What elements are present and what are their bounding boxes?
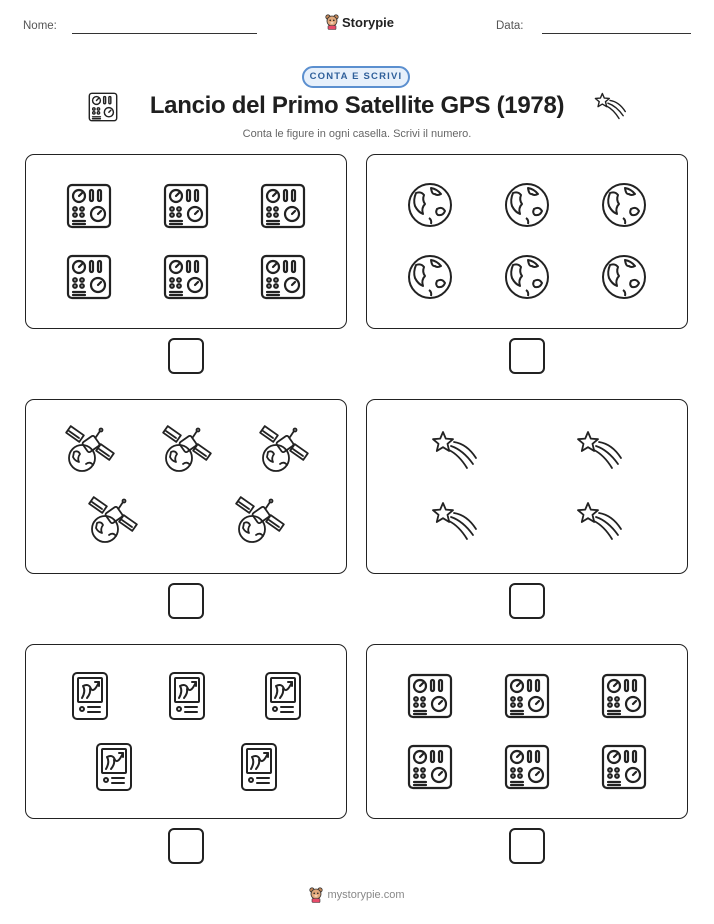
- earth-globe-icon: [506, 256, 548, 298]
- count-panel-2: [366, 154, 688, 329]
- count-panel-6: [366, 644, 688, 819]
- control-panel-icon: [506, 746, 548, 788]
- satellite-earth-icon: [89, 497, 137, 542]
- earth-globe-icon: [409, 256, 451, 298]
- bear-mascot-icon: [325, 14, 339, 30]
- count-panel-1: [25, 154, 347, 329]
- earth-globe-icon: [409, 184, 451, 226]
- name-label: Nome:: [23, 20, 57, 32]
- date-line[interactable]: [542, 33, 691, 34]
- control-panel-icon: [165, 185, 207, 227]
- brand-name: Storypie: [342, 14, 395, 30]
- control-panel-icon: [603, 746, 645, 788]
- control-panel-icon: [262, 256, 304, 298]
- control-panel-icon: [165, 256, 207, 298]
- footer-url[interactable]: mystorypie.com: [327, 889, 405, 901]
- activity-badge: CONTA E SCRIVI: [302, 66, 410, 88]
- answer-box-2[interactable]: [509, 338, 545, 374]
- gps-map-device-icon: [242, 744, 276, 790]
- control-panel-icon: [262, 185, 304, 227]
- control-panel-icon: [603, 675, 645, 717]
- gps-map-device-icon: [266, 673, 300, 719]
- date-label: Data:: [496, 20, 524, 32]
- answer-box-6[interactable]: [509, 828, 545, 864]
- satellite-earth-icon: [260, 426, 308, 471]
- satellite-earth-icon: [66, 426, 114, 471]
- control-panel-icon: [409, 746, 451, 788]
- count-panel-3: [25, 399, 347, 574]
- shooting-star-icon: [594, 92, 626, 120]
- control-panel-icon: [68, 185, 110, 227]
- satellite-earth-icon: [163, 426, 211, 471]
- name-line[interactable]: [72, 33, 257, 34]
- worksheet-subtitle: Conta le figure in ogni casella. Scrivi il numero.: [242, 128, 472, 140]
- answer-box-4[interactable]: [509, 583, 545, 619]
- worksheet-title: Lancio del Primo Satellite GPS (1978): [149, 92, 565, 119]
- shooting-star-icon: [433, 432, 476, 468]
- shooting-star-icon: [578, 432, 621, 468]
- earth-globe-icon: [603, 184, 645, 226]
- control-panel-icon: [506, 675, 548, 717]
- answer-box-3[interactable]: [168, 583, 204, 619]
- footer: [0, 887, 714, 903]
- bear-mascot-icon: [309, 887, 323, 903]
- earth-globe-icon: [603, 256, 645, 298]
- earth-globe-icon: [506, 184, 548, 226]
- answer-box-5[interactable]: [168, 828, 204, 864]
- satellite-earth-icon: [236, 497, 284, 542]
- answer-box-1[interactable]: [168, 338, 204, 374]
- brand-logo: [325, 14, 394, 30]
- gps-map-device-icon: [170, 673, 204, 719]
- gps-map-device-icon: [73, 673, 107, 719]
- control-panel-icon: [409, 675, 451, 717]
- control-panel-icon: [68, 256, 110, 298]
- count-panel-5: [25, 644, 347, 819]
- count-panel-4: [366, 399, 688, 574]
- shooting-star-icon: [578, 503, 621, 539]
- gps-map-device-icon: [97, 744, 131, 790]
- shooting-star-icon: [433, 503, 476, 539]
